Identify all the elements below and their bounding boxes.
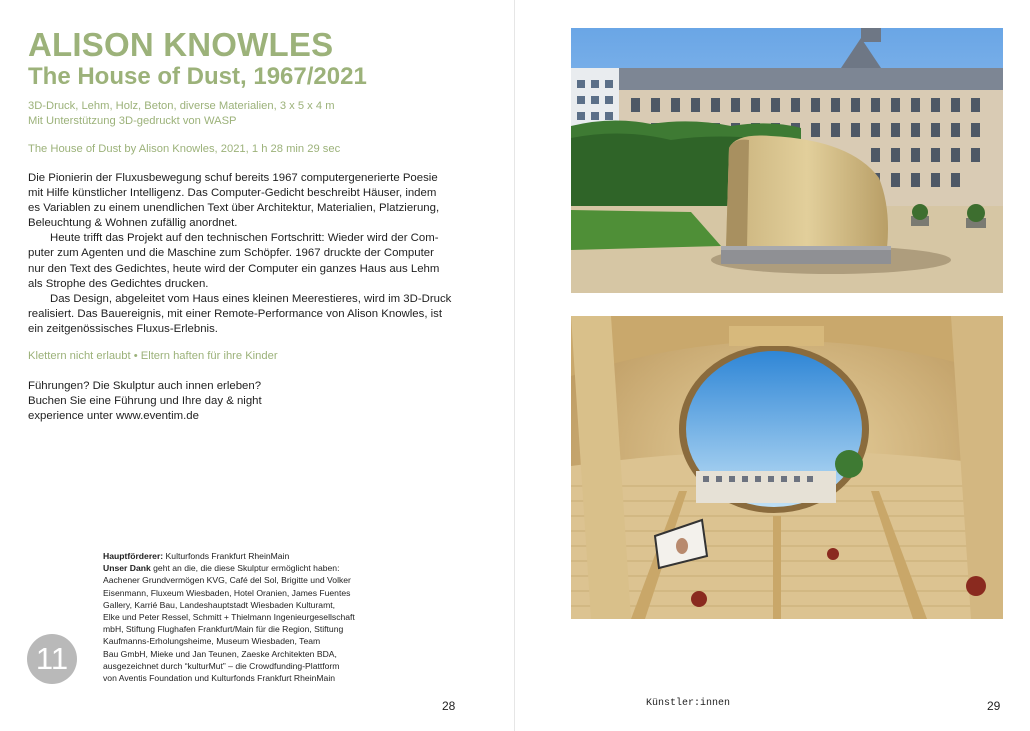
credits — [103, 550, 403, 684]
work-details — [28, 99, 335, 129]
page-gutter — [514, 0, 515, 731]
credits-line: Bau GmbH, Mieke und Jan Teunen, Zaeske Architekten BDA, — [103, 648, 337, 659]
credits-line: Elke und Peter Ressel, Schmitt + Thielmann Ingenieurgesellschaft — [103, 612, 355, 623]
artist-name: ALISON KNOWLES — [28, 26, 334, 63]
body-line: Beleuchtung & Wohnen zufällig anordnet. — [28, 217, 238, 230]
tour-info — [28, 379, 262, 425]
exterior-photo — [571, 28, 1003, 293]
body-line: es Variablen zu einem unendlichen Text über Architektur, Materialien, Platzierung, — [28, 202, 440, 215]
body-line: mit Hilfe künstlicher Intelligenz. Das Computer-Gedicht beschreibt Häuser, indem — [28, 187, 437, 200]
film-info: The House of Dust by Alison Knowles, 2021, 1 h 28 min 29 sec — [28, 143, 341, 155]
credits-line: Kaufmanns-Erholungsheime, Museum Wiesbaden, Team — [103, 636, 321, 647]
body-line: ein zeitgenössisches Fluxus-Erlebnis. — [28, 322, 218, 335]
thanks-line — [103, 562, 403, 574]
credits-line: mbH, Stiftung Flughafen Frankfurt/Main für die Region, Stiftung — [103, 624, 344, 635]
body-line: realisiert. Das Bauereignis, mit einer Remote-Performance von Alison Knowles, ist — [28, 307, 443, 320]
interior-photo — [571, 316, 1003, 619]
interior-photo-illustration — [571, 316, 1003, 619]
sponsor-line — [103, 550, 403, 562]
credits-line: ausgezeichnet durch “kulturMut” – die Crowdfunding-Plattform — [103, 660, 340, 671]
body-text — [28, 171, 468, 337]
body-line: Die Pionierin der Fluxusbewegung schuf bereits 1967 computergenerierte Poesie — [28, 172, 438, 184]
materials-line: 3D-Druck, Lehm, Holz, Beton, diverse Materialien, 3 x 5 x 4 m — [28, 100, 335, 112]
body-line: Heute trifft das Projekt auf den technischen Fortschritt: Wieder wird der Com- — [50, 232, 439, 245]
tour-line: experience unter www.eventim.de — [28, 410, 199, 423]
page-number-right: 29 — [987, 699, 1001, 713]
thanks-label: Unser Dank — [103, 563, 151, 574]
tour-line: Führungen? Die Skulptur auch innen erleben? — [28, 380, 262, 392]
sponsor-label: Hauptförderer: — [103, 551, 164, 561]
work-title: The House of Dust, 1967/2021 — [28, 63, 367, 90]
support-line: Mit Unterstützung 3D-gedruckt von WASP — [28, 115, 237, 127]
credits-line: Gallery, Karrié Bau, Landeshauptstadt Wiesbaden Kulturamt, — [103, 599, 335, 610]
body-line: als Strophe des Gedichtes drucken. — [28, 277, 209, 290]
body-line: puter zum Agenten und die Maschine zum Schöpfer. 1967 druckte der Computer — [28, 247, 434, 260]
credits-line: Eisenmann, Fluxeum Wiesbaden, Hotel Oranien, James Fuentes — [103, 587, 351, 598]
section-label: Künstler:innen — [646, 698, 731, 709]
credits-line: von Aventis Foundation und Kulturfonds Frankfurt RheinMain — [103, 673, 336, 684]
body-line: nur den Text des Gedichtes, heute wird der Computer ein ganzes Haus aus Lehm — [28, 262, 440, 275]
body-line: Das Design, abgeleitet vom Haus eines kleinen Meerestieres, wird im 3D-Druck — [50, 292, 452, 305]
artwork-number-badge: 11 — [27, 634, 77, 684]
left-page — [0, 0, 514, 731]
thanks-text: geht an die, die diese Skulptur ermöglicht haben: — [150, 563, 340, 574]
page-number-left: 28 — [442, 699, 456, 713]
credits-line: Aachener Grundvermögen KVG, Café del Sol, Brigitte und Volker — [103, 575, 351, 586]
safety-notice: Klettern nicht erlaubt • Eltern haften für ihre Kinder — [28, 350, 278, 362]
exterior-photo-illustration — [571, 28, 1003, 293]
tour-line: Buchen Sie eine Führung und Ihre day & night — [28, 395, 262, 408]
sponsor-name: Kulturfonds Frankfurt RheinMain — [163, 551, 290, 561]
